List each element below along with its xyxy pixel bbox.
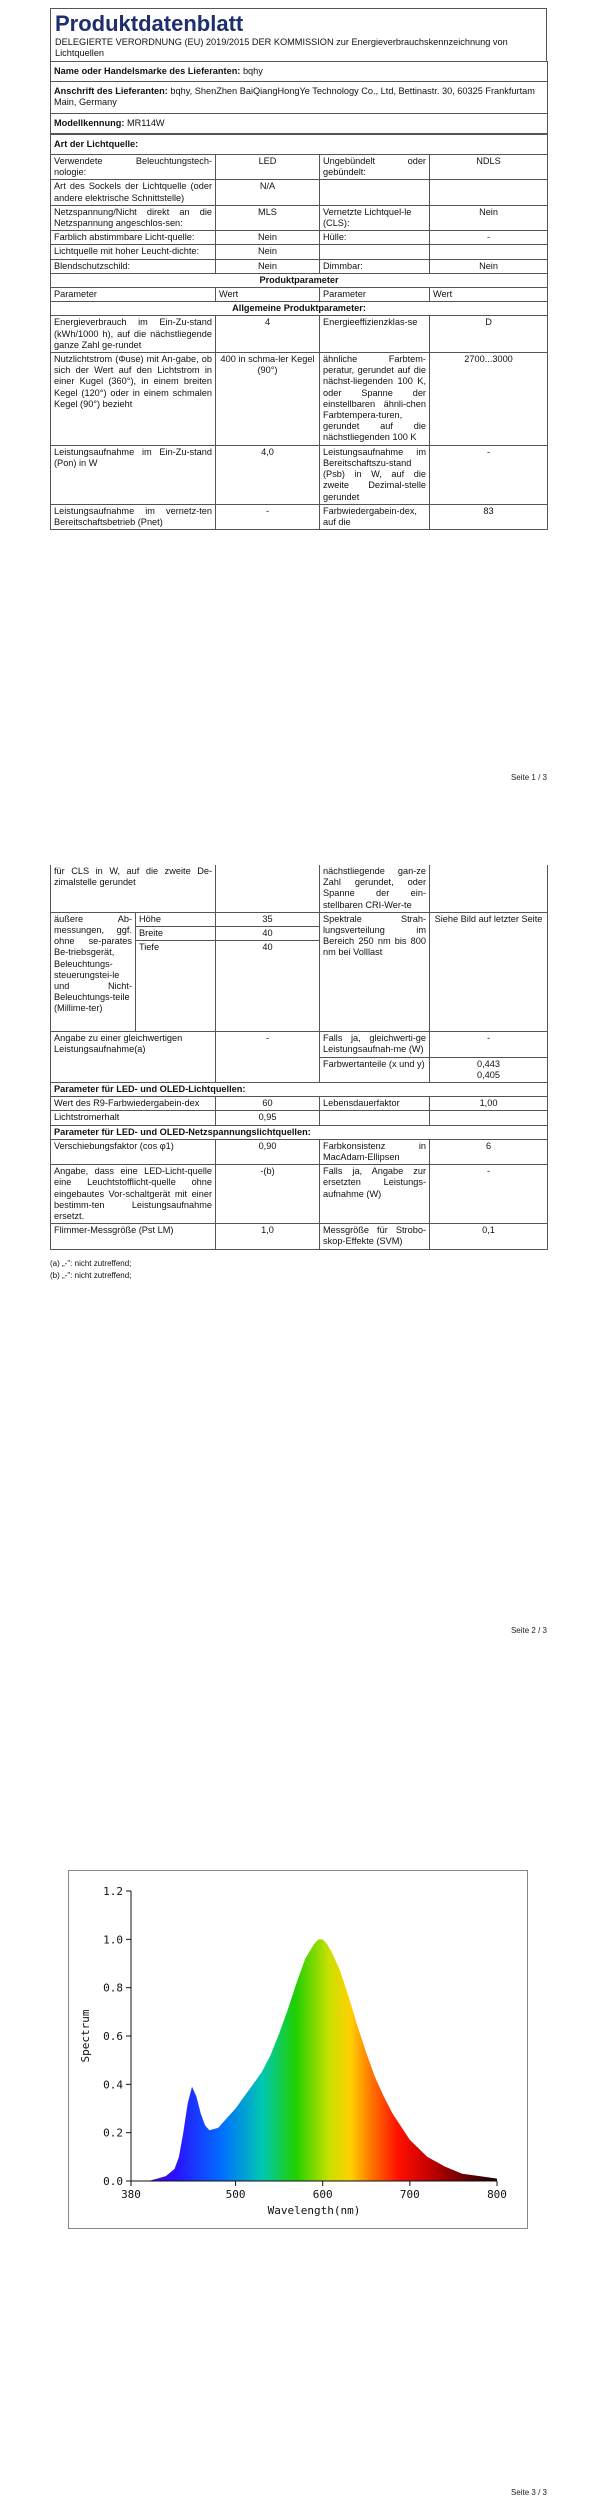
empty-cell — [320, 1111, 430, 1125]
page-title: Produktdatenblatt — [55, 11, 244, 36]
row-label: Leistungsaufnahme im vernetz-ten Bereitschaftsbetrieb (Pnet) — [51, 504, 216, 529]
row-value — [430, 180, 548, 205]
dimension-value: 40 — [216, 927, 320, 941]
equivalent-power-w-label: Falls ja, gleichwerti-ge Leistungsaufnah-me (W) — [320, 1032, 430, 1057]
param-row — [51, 865, 548, 912]
address-label: Anschrift des Lieferanten: — [54, 86, 168, 97]
y-tick-label: 0.8 — [103, 1981, 123, 1995]
product-params-heading: Produktparameter — [51, 273, 548, 287]
col-header-value: Wert — [216, 288, 320, 302]
survival-factor-label: Lebensdauerfaktor — [320, 1097, 430, 1111]
light-type-row — [51, 155, 548, 180]
light-type-heading: Art der Lichtquelle: — [51, 134, 548, 154]
row-value: 2700...3000 — [430, 353, 548, 446]
footnotes — [50, 1258, 547, 1282]
row-value: - — [430, 445, 548, 504]
chromaticity-label: Farbwertanteile (x und y) — [320, 1057, 430, 1082]
row-value: Nein — [216, 259, 320, 273]
param-row — [51, 316, 548, 353]
y-axis-label: Spectrum — [79, 2009, 92, 2063]
r9-value: 60 — [216, 1097, 320, 1111]
row-value: Nein — [216, 231, 320, 245]
dimensions-row — [51, 912, 548, 926]
supplier-table — [50, 61, 548, 134]
model-value: MR114W — [127, 117, 165, 128]
x-tick-label: 700 — [399, 2188, 420, 2201]
stroboscopic-value: 0,1 — [430, 1224, 548, 1249]
light-type-row — [51, 259, 548, 273]
row-label: Art des Sockels der Lichtquelle (oder andere elektrische Schnittstelle) — [51, 180, 216, 205]
y-tick-label: 0.6 — [103, 2030, 123, 2043]
datasheet-page-2 — [50, 865, 547, 1282]
row-label: Nutzlichtstrom (Φuse) mit An-gabe, ob sich der Wert auf den Lichtstrom in einer Kugel (360°), in einem breiten Kegel (120°) oder in einem schmalen Kegel (90°) bezieht — [51, 353, 216, 446]
row-value — [430, 865, 548, 912]
params-header-row — [51, 288, 548, 302]
light-type-row — [51, 205, 548, 230]
page-footer: Seite 1 / 3 — [510, 773, 547, 782]
survival-factor-value: 1,00 — [430, 1097, 548, 1111]
row-value: 4,0 — [216, 445, 320, 504]
title-box — [50, 8, 547, 61]
row-label: Verwendete Beleuchtungstech-nologie: — [51, 155, 216, 180]
flicker-value: 1,0 — [216, 1224, 320, 1249]
lumen-maintenance-label: Lichtstromerhalt — [51, 1111, 216, 1125]
col-header-param: Parameter — [51, 288, 216, 302]
y-tick-label: 1.2 — [103, 1885, 123, 1898]
spectral-value: Siehe Bild auf letzter Seite — [430, 912, 548, 1031]
x-tick-label: 380 — [121, 2188, 141, 2201]
datasheet-page-1 — [50, 8, 547, 530]
address-row — [51, 82, 548, 113]
dimensions-label: äußere Ab-messungen, ggf. ohne se-parates Be-triebsgerät, Beleuchtungs-steuerungstei-le und Nicht-Beleuchtungs-teile (Millime-ter) — [51, 912, 136, 1031]
row-label: für CLS in W, auf die zweite De-zimalstelle gerundet — [51, 865, 216, 912]
replacement-label: Angabe, dass eine LED-Licht-quelle eine Leuchtstofflicht-quelle ohne eingebautes Vor-schaltgerät mit einer bestimm-ten Leistungsaufnahme ersetzt. — [51, 1165, 216, 1224]
row-label: Farbwiedergabein-dex, auf die — [320, 504, 430, 529]
param-row — [51, 1224, 548, 1249]
trademark-label: Name oder Handelsmarke des Lieferanten: — [54, 66, 241, 76]
address-value: bqhy, ShenZhen BaiQiangHongYe Technology Co., Ltd, Bettinastr. 30, 60325 Frankfurtam Main, Germany — [54, 86, 535, 108]
trademark-value: bqhy — [242, 66, 263, 76]
x-axis-label: Wavelength(nm) — [267, 2204, 361, 2217]
x-tick-label: 800 — [487, 2188, 507, 2201]
y-tick-label: 0.2 — [103, 2126, 123, 2140]
row-value: Nein — [430, 259, 548, 273]
light-type-row — [51, 245, 548, 259]
row-value: Nein — [216, 245, 320, 259]
row-label: Hülle: — [320, 231, 430, 245]
y-tick-label: 1.0 — [103, 1933, 123, 1947]
row-value: - — [430, 231, 548, 245]
param-row — [51, 504, 548, 529]
row-label: Dimmbar: — [320, 259, 430, 273]
spectrum-area — [131, 1939, 497, 2181]
lumen-maintenance-value: 0,95 — [216, 1111, 320, 1125]
dimension-name: Tiefe — [136, 941, 216, 1032]
y-tick-label: 0.4 — [103, 2078, 123, 2092]
row-value: 83 — [430, 504, 548, 529]
row-value: - — [216, 504, 320, 529]
chromaticity-x: 0,443 — [477, 1058, 501, 1069]
dimension-name: Breite — [136, 927, 216, 941]
model-label: Modellkennung: — [54, 117, 125, 128]
equivalent-power-text: Angabe zu einer gleichwertigen Leistungsaufnahme(a) — [54, 1033, 183, 1055]
row-label: nächstliegende gan-ze Zahl gerundet, oder Spanne der ein-stellbaren CRI-Wer-te — [320, 865, 430, 912]
light-type-row — [51, 231, 548, 245]
displacement-factor-label: Verschiebungsfaktor (cos φ1) — [51, 1139, 216, 1164]
light-type-table — [50, 134, 548, 530]
page-footer: Seite 3 / 3 — [510, 2488, 547, 2497]
replacement-power-value: - — [430, 1165, 548, 1224]
page-footer: Seite 2 / 3 — [510, 1626, 547, 1635]
y-tick-label: 0.0 — [103, 2175, 123, 2188]
param-row — [51, 445, 548, 504]
row-label: Farblich abstimmbare Licht-quelle: — [51, 231, 216, 245]
row-value: Nein — [430, 205, 548, 230]
row-label: Ungebündelt oder gebündelt: — [320, 155, 430, 180]
row-value: 4 — [216, 316, 320, 353]
colour-consistency-value: 6 — [430, 1139, 548, 1164]
row-label — [320, 180, 430, 205]
light-type-row — [51, 180, 548, 205]
footnote-a: (a) „-": nicht zutreffend; — [50, 1258, 132, 1268]
equivalent-power-label — [51, 1032, 216, 1083]
chromaticity-value — [430, 1057, 548, 1082]
row-label: Blendschutzschild: — [51, 259, 216, 273]
led-params-heading: Parameter für LED- und OLED-Lichtquellen: — [51, 1083, 548, 1097]
param-row — [51, 1097, 548, 1111]
chromaticity-y: 0,405 — [477, 1069, 501, 1080]
model-row — [51, 113, 548, 133]
row-value: NDLS — [430, 155, 548, 180]
dimension-value: 40 — [216, 941, 320, 1032]
dimension-value: 35 — [216, 912, 320, 926]
plot-layer — [103, 1885, 507, 2201]
displacement-factor-value: 0,90 — [216, 1139, 320, 1164]
row-value: N/A — [216, 180, 320, 205]
colour-consistency-label: Farbkonsistenz in MacAdam-Ellipsen — [320, 1139, 430, 1164]
col-header-param: Parameter — [320, 288, 430, 302]
stroboscopic-label: Messgröße für Strobo-skop-Effekte (SVM) — [320, 1224, 430, 1249]
row-label: Energieverbrauch im Ein-Zu-stand (kWh/1000 h), auf die nächstliegende ganze Zahl ge-rundet — [51, 316, 216, 353]
row-value — [430, 245, 548, 259]
row-value: LED — [216, 155, 320, 180]
row-label: Netzspannung/Nicht direkt an die Netzspannung angeschlos-sen: — [51, 205, 216, 230]
param-row — [51, 353, 548, 446]
params-table-continued — [50, 865, 548, 1250]
spectrum-chart — [68, 1870, 528, 2229]
replacement-value: -(b) — [216, 1165, 320, 1224]
param-row — [51, 1139, 548, 1164]
row-value — [216, 865, 320, 912]
param-row — [51, 1032, 548, 1057]
row-label: Leistungsaufnahme im Ein-Zu-stand (Pon) in W — [51, 445, 216, 504]
row-value: 400 in schma-ler Kegel (90°) — [216, 353, 320, 446]
x-tick-label: 600 — [312, 2188, 333, 2201]
row-label: Vernetzte Lichtquel-le (CLS): — [320, 205, 430, 230]
row-value: MLS — [216, 205, 320, 230]
regulation-subtitle: DELEGIERTE VERORDNUNG (EU) 2019/2015 DER KOMMISSION zur Energieverbrauchskennzeichnung von Lichtquellen — [55, 37, 508, 58]
r9-label: Wert des R9-Farbwiedergabein-dex — [51, 1097, 216, 1111]
x-tick-label: 500 — [225, 2188, 246, 2201]
general-params-heading: Allgemeine Produktparameter: — [51, 302, 548, 316]
row-label — [320, 245, 430, 259]
row-label: ähnliche Farbtem-peratur, gerundet auf die nächst-liegenden 100 K, oder Spanne der einstellbaren ähnli-chen Farbtempera-turen, gerundet auf die nächstliegenden 100 K — [320, 353, 430, 446]
row-label: Energieeffizienzklas-se — [320, 316, 430, 353]
row-label: Leistungsaufnahme im Bereitschaftszu-stand (Psb) in W, auf die zweite Dezimal-stelle gerundet — [320, 445, 430, 504]
equivalent-power-w-value: - — [430, 1032, 548, 1057]
spectral-label: Spektrale Strah-lungsverteilung im Bereich 250 nm bis 800 nm bei Volllast — [320, 912, 430, 1031]
row-label: Lichtquelle mit hoher Leucht-dichte: — [51, 245, 216, 259]
col-header-value: Wert — [430, 288, 548, 302]
footnote-b: (b) „-": nicht zutreffend; — [50, 1270, 132, 1280]
replacement-power-label: Falls ja, Angabe zur ersetzten Leistungs-aufnahme (W) — [320, 1165, 430, 1224]
param-row — [51, 1111, 548, 1125]
trademark-row — [51, 62, 548, 82]
mains-params-heading: Parameter für LED- und OLED-Netzspannungslichtquellen: — [51, 1125, 548, 1139]
empty-cell — [430, 1111, 548, 1125]
row-value: D — [430, 316, 548, 353]
dimension-name: Höhe — [136, 912, 216, 926]
flicker-label: Flimmer-Messgröße (Pst LM) — [51, 1224, 216, 1249]
spectrum-svg — [69, 1871, 527, 2228]
equivalent-power-value: - — [216, 1032, 320, 1083]
param-row — [51, 1165, 548, 1224]
